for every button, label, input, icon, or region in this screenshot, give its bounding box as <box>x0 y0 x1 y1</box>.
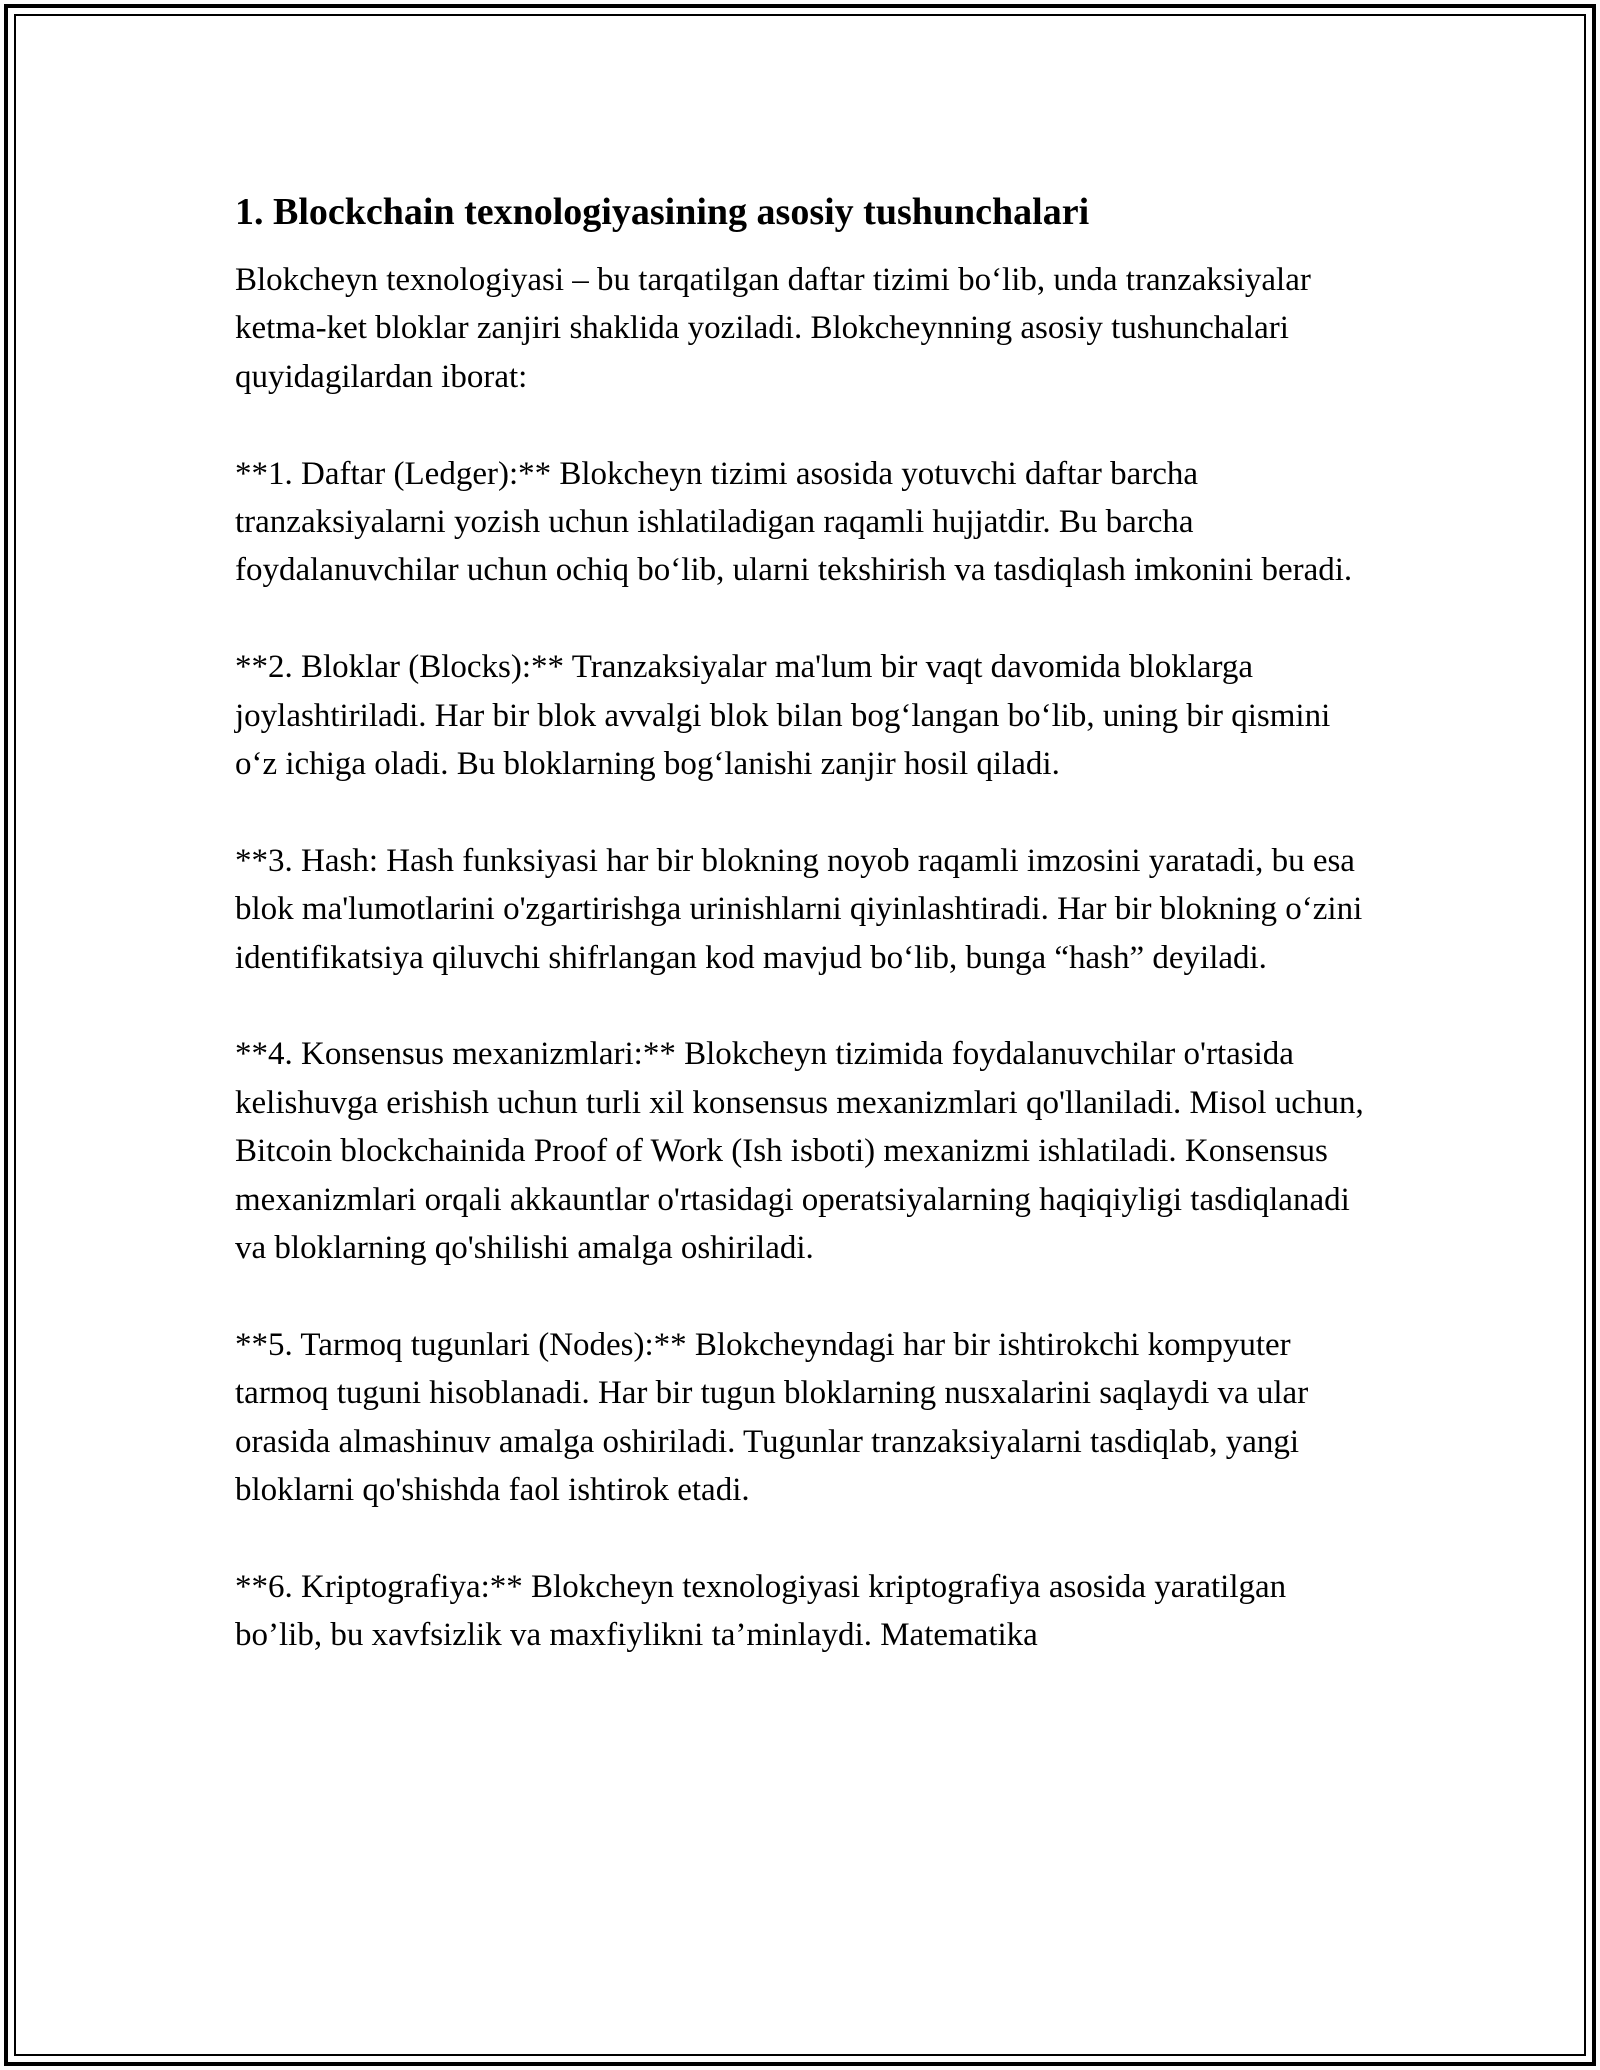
paragraph-consensus: **4. Konsensus mexanizmlari:** Blokcheyn tizimida foydalanuvchilar o'rtasida kelishuvga erishish uchun turli xil konsensus mexanizmlari qo'llaniladi. Misol uchun, Bitcoin blockchainida Proof of Work (Ish isboti) mexanizmi ishlatiladi. Konsensus mexanizmlari orqali akkauntlar o'rtasidagi operatsiyalarning haqiqiyligi tasdiqlanadi va bloklarning qo'shilishi amalga oshiriladi. <box>235 1036 1364 1267</box>
paragraph-ledger: **1. Daftar (Ledger):** Blokcheyn tizimi asosida yotuvchi daftar barcha tranzaksiyalarni yozish uchun ishlatiladigan raqamli hujjatdir. Bu barcha foydalanuvchilar uchun ochiq bo‘lib, ularni tekshirish va tasdiqlash imkonini beradi. <box>235 455 1353 589</box>
paragraph-nodes: **5. Tarmoq tugunlari (Nodes):** Blokcheyndagi har bir ishtirokchi kompyuter tarmoq tuguni hisoblanadi. Har bir tugun bloklarning nusxalarini saqlaydi va ular orasida almashinuv amalga oshiriladi. Tugunlar tranzaksiyalarni tasdiqlab, yangi bloklarni qo'shishda faol ishtirok etadi. <box>235 1326 1309 1509</box>
paragraph-hash: **3. Hash: Hash funksiyasi har bir blokning noyob raqamli imzosini yaratadi, bu esa blok ma'lumotlarini o'zgartirishga urinishlarni qiyinlashtiradi. Har bir blokning o‘zini identifikatsiya qiluvchi shifrlangan kod mavjud bo‘lib, bunga “hash” deyiladi. <box>235 842 1363 976</box>
paragraph-blocks: **2. Bloklar (Blocks):** Tranzaksiyalar ma'lum bir vaqt davomida bloklarga joylashtiriladi. Har bir blok avvalgi blok bilan bog‘langan bo‘lib, uning bir qismini o‘z ichiga oladi. Bu bloklarning bog‘lanishi zanjir hosil qiladi. <box>235 649 1331 783</box>
section-heading: 1. Blockchain texnologiyasining asosiy tushunchalari <box>235 191 1090 233</box>
paragraph-intro: Blokcheyn texnologiyasi – bu tarqatilgan daftar tizimi bo‘lib, unda tranzaksiyalar ketma-ket bloklar zanjiri shaklida yoziladi. Blokcheynning asosiy tushunchalari quyidagilardan iborat: <box>235 262 1311 395</box>
document-body <box>235 188 1375 1708</box>
paragraph-cryptography: **6. Kriptografiya:** Blokcheyn texnologiyasi kriptografiya asosida yaratilgan bo’lib, bu xavfsizlik va maxfiylikni ta’minlaydi. Matematika <box>235 1568 1287 1654</box>
